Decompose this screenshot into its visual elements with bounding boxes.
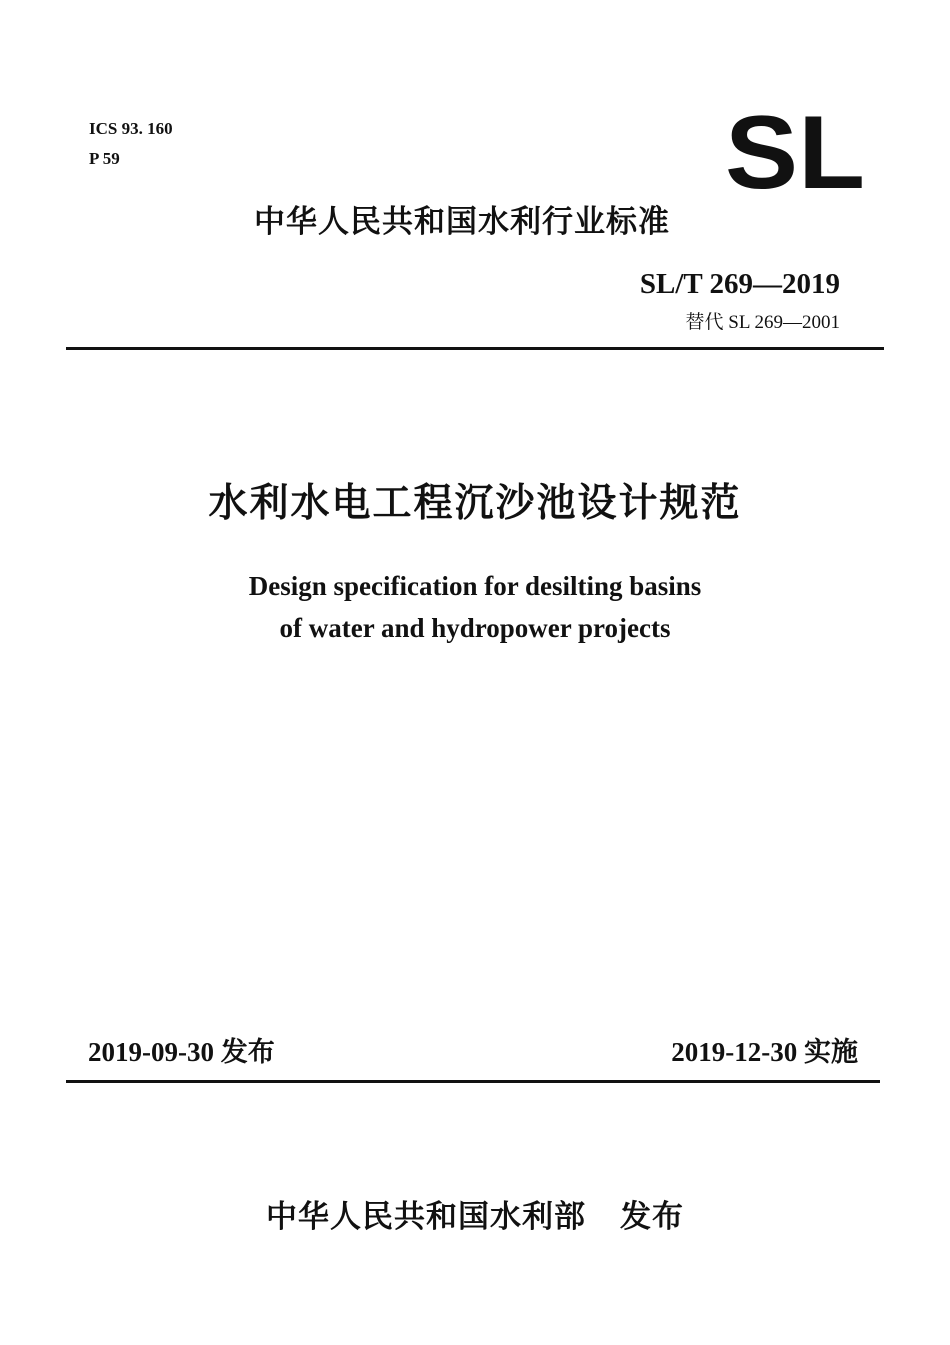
sl-logo — [723, 100, 868, 200]
ccs-code: P 59 — [89, 149, 120, 168]
classification-codes — [89, 114, 173, 174]
publisher-line — [0, 1191, 950, 1236]
industry-standard-label: 中华人民共和国水利行业标准 — [254, 204, 670, 240]
standard-number: SL/T 269—2019 — [639, 268, 840, 300]
top-divider — [66, 347, 884, 350]
ics-code: ICS 93. 160 — [89, 119, 173, 138]
sl-logo-text: SL — [725, 100, 865, 200]
title-english — [0, 565, 950, 649]
title-english-line-2: of water and hydropower projects — [279, 613, 671, 643]
title-english-line-1: Design specification for desilting basins — [248, 571, 702, 601]
bottom-divider — [66, 1080, 880, 1083]
effective-date: 2019-12-30 实施 — [671, 1037, 858, 1067]
title-chinese: 水利水电工程沉沙池设计规范 — [208, 481, 742, 526]
publish-action: 发布 — [620, 1199, 684, 1235]
publisher-name: 中华人民共和国水利部 — [266, 1199, 586, 1235]
issue-date: 2019-09-30 发布 — [88, 1037, 275, 1067]
replaces-standard: 替代 SL 269—2001 — [685, 312, 840, 333]
